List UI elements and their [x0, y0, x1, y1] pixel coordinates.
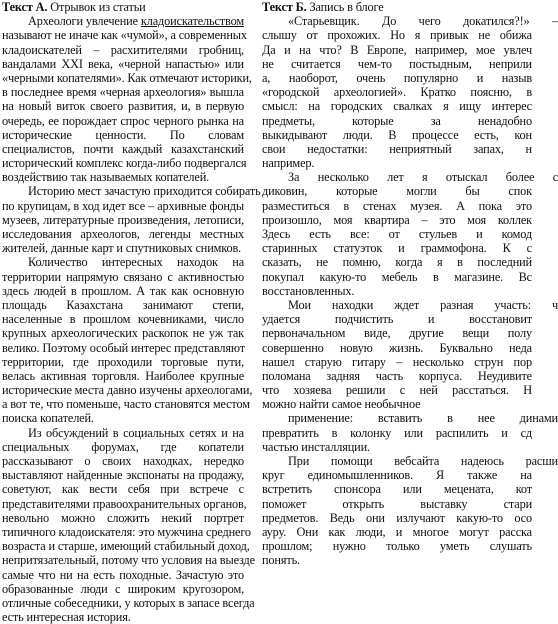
text-a-body	[2, 14, 261, 624]
text-a-line: крупных археологических раскопок не уж так	[2, 326, 244, 341]
text-a-line: Археологи увлечение кладоискательством	[28, 14, 244, 29]
text-a-line: советуют, как вести себя при встрече с	[2, 482, 244, 497]
text-b-line: а, наоборот, очень популярно и назыв	[262, 70, 532, 85]
text-a-line: называют не иначе как «чумой», а современных	[2, 28, 247, 43]
text-b-line: диковин, которые могли бы спок	[262, 184, 532, 199]
text-b-line: произошло, моя квартира – это моя коллек	[262, 212, 532, 227]
text-b-line: ауру. Они как люди, и многое могут расска	[262, 524, 532, 539]
text-b-line: что хозяева решили с ней расстаться. Н	[262, 383, 532, 398]
text-a-line: кладоискателей – расхитителями гробниц,	[2, 42, 244, 57]
text-a-line: по крупицам, в ход идет все – архивные фонды	[2, 198, 244, 213]
text-a-line: типичного кладоискателя: это мужчина среднего	[2, 524, 251, 539]
text-b-line: «городской археологией». Кратко поясню, в	[262, 85, 532, 100]
text-b-line: первоначальном виде, другие вещи полу	[262, 326, 532, 341]
text-b-line: смысл: на городских свалках я ищу интерес	[262, 99, 532, 114]
text-b-line: старинных статуэток и граммофона. К с	[262, 241, 532, 256]
text-a-column	[0, 0, 261, 624]
text-a-line: а вот те, что поменьше, часто становятся местом	[2, 397, 250, 412]
text-b-line: покупал какую-то мебель в магазине. Вс	[262, 269, 532, 284]
text-a-line: Из обсуждений в социальных сетях и на	[28, 425, 244, 440]
text-a-line: территории, где проходили торговые пути,	[2, 354, 244, 369]
text-a-line: велико. Поэтому особый интерес представляют	[2, 340, 245, 355]
text-a-line: здесь людей в прошлом. А так как основную	[2, 283, 244, 298]
text-b-column	[258, 0, 558, 588]
text-b-line: предметов. Ведь они излучают какую-то осо	[262, 510, 532, 525]
text-b-body	[262, 14, 558, 568]
text-b-line: превратить в колонку или распилить и сд	[262, 425, 532, 440]
text-b-line: разместиться в стенах музея. А пока это	[262, 198, 532, 213]
text-a-line: невольно можно сложить некий портрет	[2, 510, 244, 525]
text-a-line: велась активная торговля. Наиболее крупные	[2, 368, 244, 383]
text-b-line: предметы, которые за ненадобно	[262, 113, 532, 128]
text-a-line: очередь, ее порождает спрос черного рынка на	[2, 113, 244, 128]
text-a-line: территории напрямую связано с активностью	[2, 269, 244, 284]
text-a-line: Историю мест зачастую приходится собирать	[28, 184, 261, 199]
text-a-line: «черными копателями». Как отмечают историки,	[2, 70, 252, 85]
text-a-line: исторический комплекс когда-либо подвергался	[2, 156, 247, 171]
text-a-line: непритязательный, потому что условия на выезде	[2, 553, 255, 568]
text-b-line: удается подчистить и восстановит	[262, 312, 532, 327]
text-b-line: За несколько лет я отыскал более с	[288, 170, 558, 185]
text-a-line: исторические ценности. По словам	[2, 127, 244, 142]
text-a-heading	[2, 0, 244, 14]
text-b-title: Запись в блоге	[306, 0, 384, 14]
text-a-line: вандалами XXI века, «черной напастью» или	[2, 56, 244, 71]
text-a-line: рассказывают о своих находках, нередко	[2, 454, 244, 468]
text-a-line: есть интересная история.	[2, 610, 131, 624]
text-b-line: не считается чем-то постыдным, неприли	[262, 56, 532, 71]
text-b-line: например.	[262, 156, 315, 171]
text-a-line: исследования археологов, легенды местных	[2, 227, 244, 241]
text-a-label: Текст А.	[2, 0, 48, 14]
text-b-line: нашел старую гитару – несколько струн пор	[262, 354, 532, 369]
text-b-line: поломана задняя часть корпуса. Неудивите	[262, 368, 532, 383]
text-a-title: Отрывок из статьи	[47, 0, 146, 14]
text-b-line: восстановленных.	[262, 283, 355, 298]
text-b-label: Текст Б.	[262, 0, 307, 14]
text-a-line: специалистов, почти каждый казахстанский	[2, 141, 244, 156]
text-b-line: слышу от прохожих. Но я привык не обижа	[262, 28, 532, 43]
text-b-line: Да и на что? В Европе, например, мое увлеч	[262, 42, 532, 57]
text-a-line: Количество интересных находок на	[28, 255, 244, 270]
text-a-line: поиска копателей.	[2, 411, 94, 426]
text-b-line: частью инсталляции.	[262, 439, 370, 454]
text-b-line: выкидывают люди. В процессе есть, кон	[262, 127, 532, 142]
text-a-line: площадь Казахстана занимают степи,	[2, 297, 244, 312]
text-b-heading	[262, 0, 518, 14]
text-a-line: выставляют найденные экспонаты на продажу,	[2, 468, 244, 483]
text-a-line: самые что ни на есть походные. Зачастую это	[2, 567, 244, 582]
text-a-line: возраста и старше, имеющий стабильный доход,	[2, 539, 250, 554]
text-a-line: музеев, литературные произведения, летописи,	[2, 212, 244, 227]
text-b-line: применение: вставить в нее динами	[288, 411, 558, 426]
text-a-line: на новый виток своего развития, и, в первую	[2, 99, 244, 114]
text-b-line: свои недостатки: неприятный запах, н	[262, 141, 532, 156]
text-b-line: можно найти самое необычное	[262, 397, 421, 412]
text-b-line: Мои находки ждет разная участь: ч	[288, 297, 558, 312]
text-a-line: специальных форумах, где копатели	[2, 439, 244, 454]
text-a-line: отличные собеседники, у которых в запасе всегда	[2, 595, 255, 610]
text-a-line: образованные люди с широким кругозором,	[2, 581, 244, 596]
text-b-line: круг единомышленников. Я также на	[262, 468, 532, 483]
text-a-line: жителей, данные карт и спутниковых снимков.	[2, 241, 242, 256]
text-b-line: Здесь есть все: от стульев и комод	[262, 227, 532, 241]
text-b-line: понять.	[262, 553, 300, 568]
text-b-line: При помощи вебсайта надеюсь расши	[288, 454, 558, 468]
text-b-line: совершенно новую жизнь. Буквально неда	[262, 340, 532, 355]
text-a-line: в последнее время «черная археология» вышла	[2, 85, 244, 100]
underlined-word: кладоискательством	[140, 14, 244, 29]
text-a-line: исторические места давно изучены археологами,	[2, 383, 253, 398]
text-a-line: представителями правоохранительных органов,	[2, 496, 247, 511]
text-b-line: прошлом; нужно только уметь слушать	[262, 539, 532, 554]
text-b-line: поможет открыть выставку стари	[262, 496, 532, 511]
text-b-line: встретить спонсора или мецената, кот	[262, 482, 532, 497]
text-b-line: «Старьевщик. До чего докатился?!» –	[288, 14, 558, 29]
text-b-line: сказать, не помню, когда я в последний	[262, 255, 532, 270]
text-a-line: населенные в прошлом кочевниками, число	[2, 312, 244, 327]
text-a-line: воздействию так называемых копателей.	[2, 170, 210, 185]
